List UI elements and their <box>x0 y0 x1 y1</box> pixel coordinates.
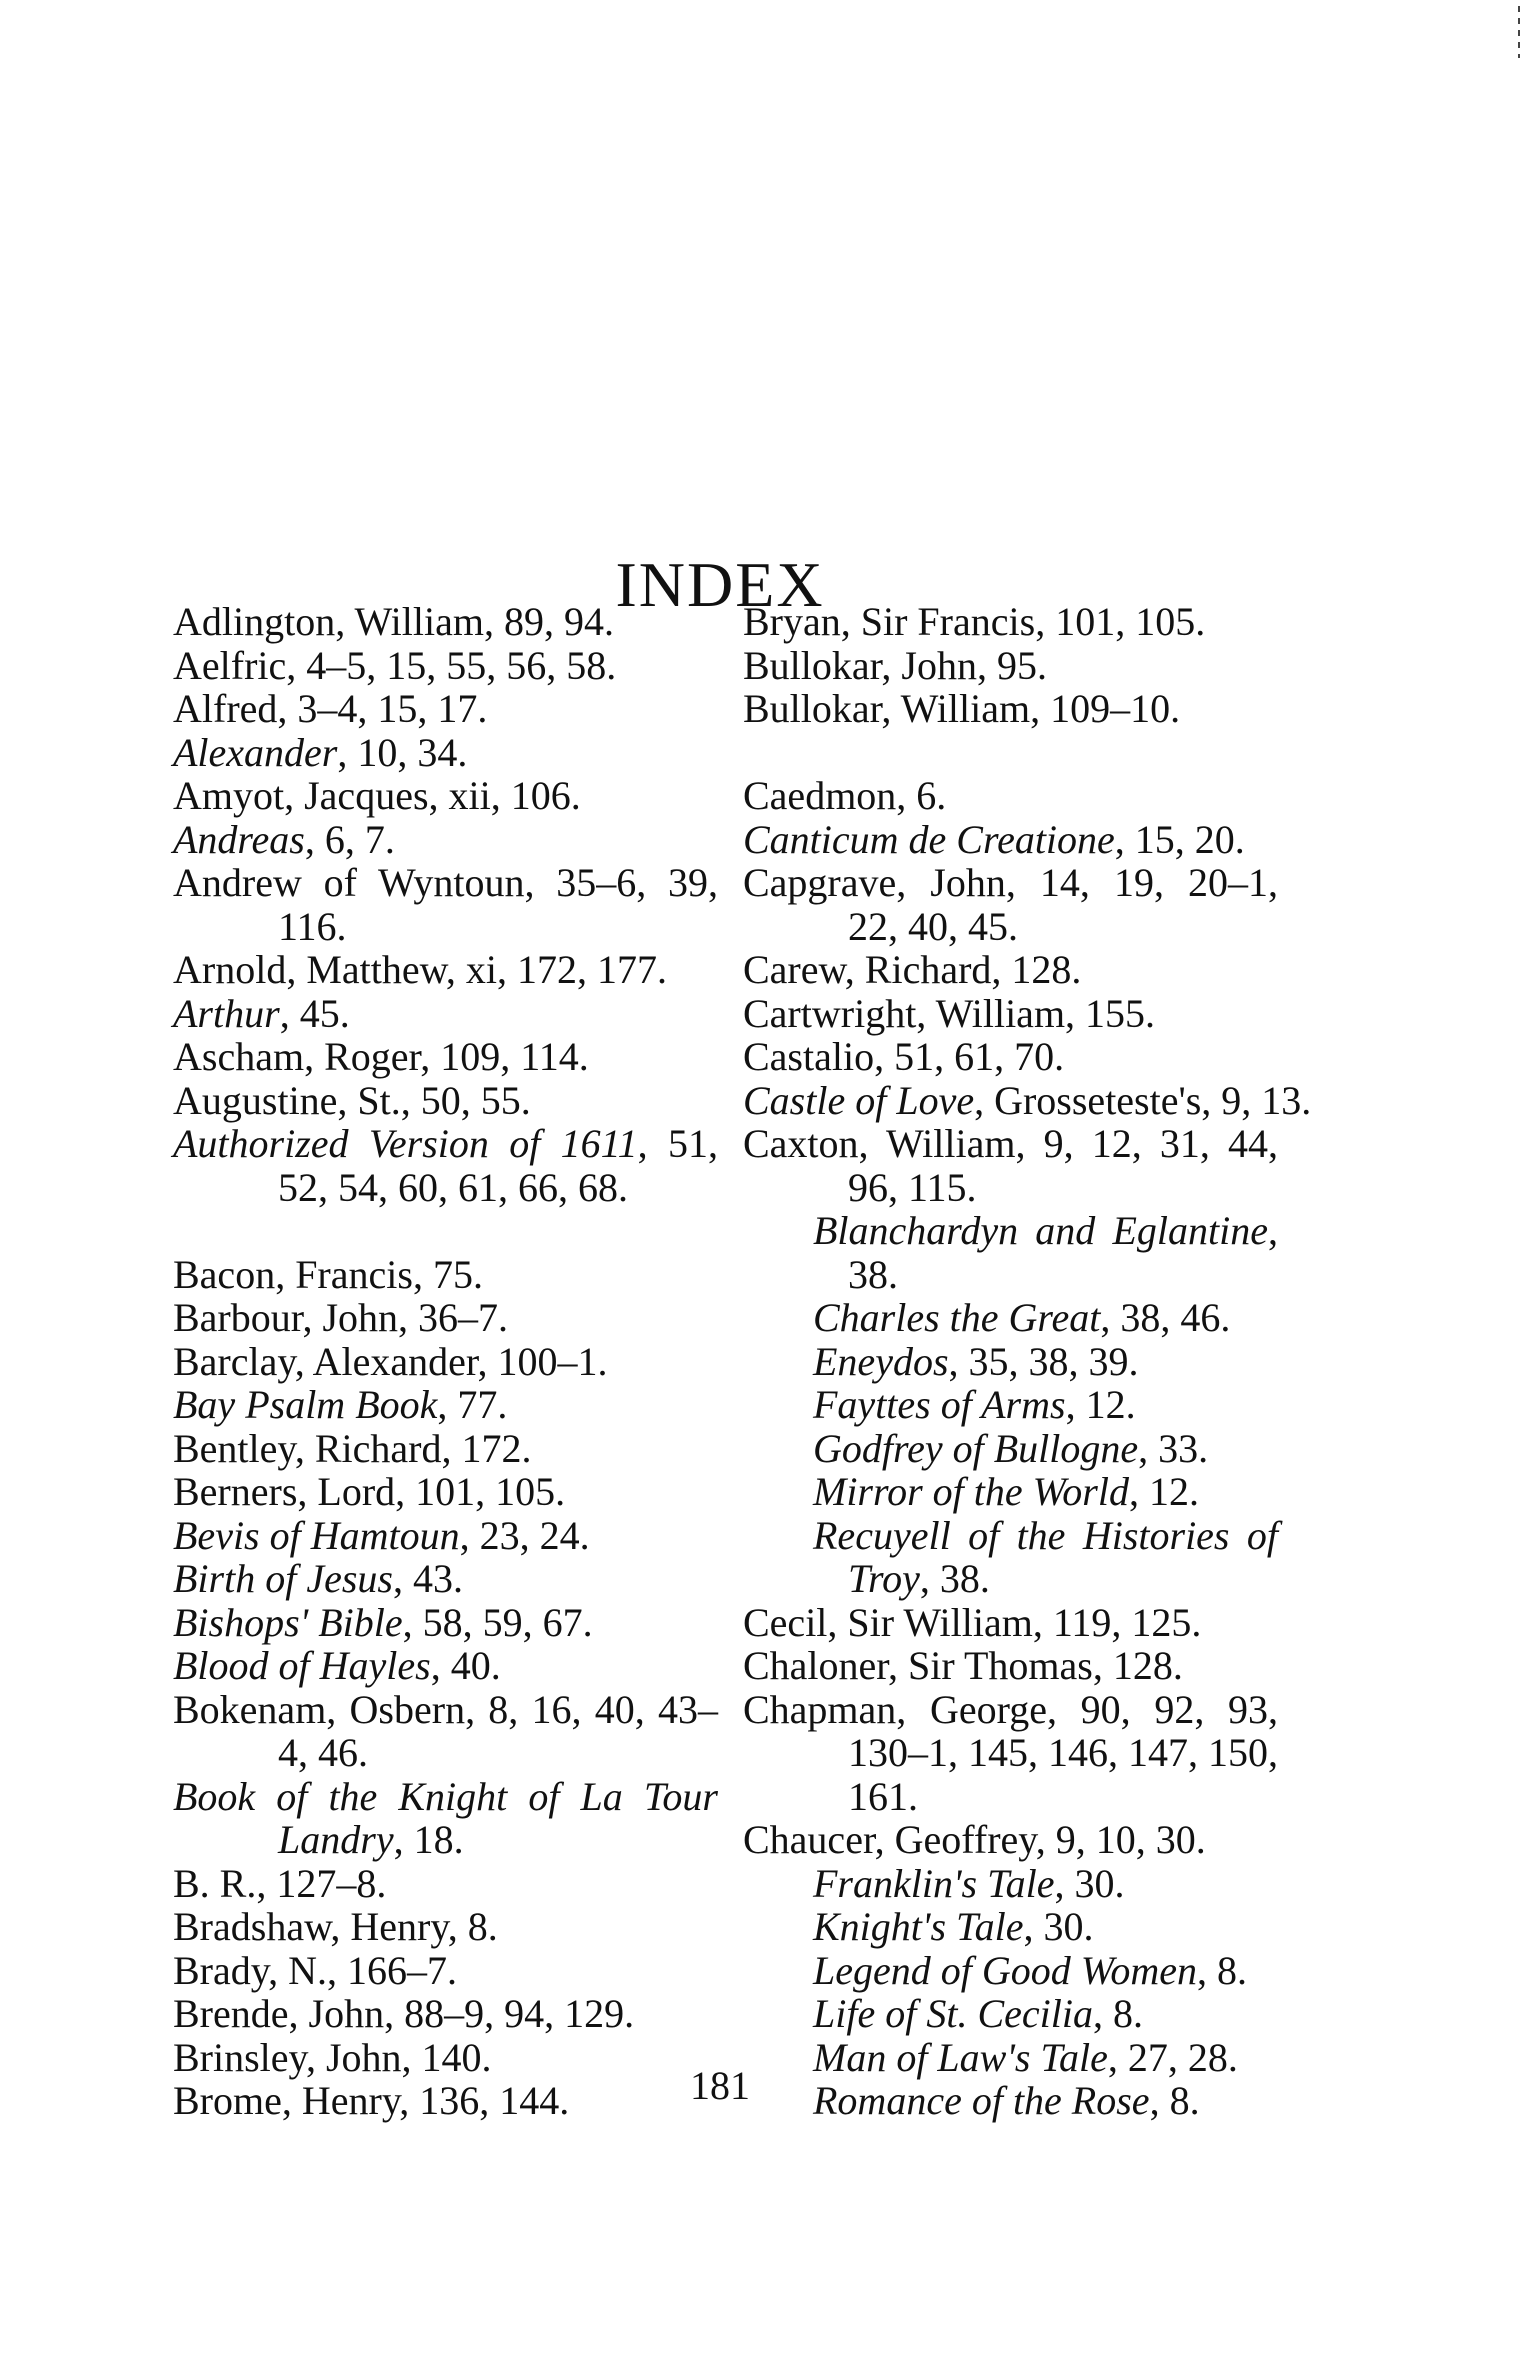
index-subentry: Romance of the Rose, 8. <box>813 2078 1200 2123</box>
index-subentry: Franklin's Tale, 30. <box>813 1860 1125 1906</box>
index-entry: Cecil, Sir William, 119, 125. <box>743 1599 1202 1645</box>
index-entry: Alfred, 3–4, 15, 17. <box>173 686 488 731</box>
index-entry: Authorized Version of 1611, 51, 52, 54, 60, 61, 66, 68. <box>173 1121 718 1210</box>
index-entry: Barclay, Alexander, 100–1. <box>173 1338 608 1384</box>
scan-edge-mark <box>1518 6 1520 58</box>
index-entry: Bay Psalm Book, 77. <box>173 1382 508 1427</box>
index-entry: Bradshaw, Henry, 8. <box>173 1904 498 1949</box>
index-entry: Blood of Hayles, 40. <box>173 1643 501 1688</box>
index-entry: Aelfric, 4–5, 15, 55, 56, 58. <box>173 642 617 688</box>
index-entry: Alexander, 10, 34. <box>173 729 468 775</box>
index-column-left <box>173 600 718 2123</box>
index-entry: Castle of Love, Grosseteste's, 9, 13. <box>743 1077 1312 1123</box>
index-entry: Arthur, 45. <box>173 990 350 1036</box>
index-entry: Bokenam, Osbern, 8, 16, 40, 43–4, 46. <box>173 1686 718 1775</box>
index-entry: Berners, Lord, 101, 105. <box>173 1469 566 1514</box>
index-entry: Canticum de Creatione, 15, 20. <box>743 816 1245 862</box>
index-entry: Birth of Jesus, 43. <box>173 1556 463 1601</box>
index-entry: Brady, N., 166–7. <box>173 1947 458 1993</box>
index-entry: Chaloner, Sir Thomas, 128. <box>743 1643 1183 1688</box>
index-subentry: Godfrey of Bullogne, 33. <box>813 1425 1209 1471</box>
index-entry: Caxton, William, 9, 12, 31, 44, 96, 115. <box>743 1121 1278 1210</box>
index-entry: Augustine, St., 50, 55. <box>173 1077 531 1123</box>
index-entry: Caedmon, 6. <box>743 773 947 818</box>
index-subentry: Knight's Tale, 30. <box>813 1904 1094 1949</box>
index-entry: Amyot, Jacques, xii, 106. <box>173 773 581 818</box>
index-entry: Chapman, George, 90, 92, 93, 130–1, 145, 146, 147, 150, 161. <box>743 1686 1278 1819</box>
index-entry: Carew, Richard, 128. <box>743 947 1082 992</box>
index-entry: Castalio, 51, 61, 70. <box>743 1034 1065 1079</box>
index-entry: Andrew of Wyntoun, 35–6, 39, 116. <box>173 860 718 949</box>
index-entry: Brome, Henry, 136, 144. <box>173 2078 570 2123</box>
index-entry: Bullokar, William, 109–10. <box>743 686 1181 731</box>
index-entry: Bentley, Richard, 172. <box>173 1425 532 1471</box>
index-subentry: Fayttes of Arms, 12. <box>813 1382 1136 1427</box>
page-number: 181 <box>690 2063 750 2108</box>
index-subentry: Charles the Great, 38, 46. <box>813 1295 1231 1340</box>
index-entry: Brende, John, 88–9, 94, 129. <box>173 1991 635 2036</box>
index-entry: Bevis of Hamtoun, 23, 24. <box>173 1512 590 1558</box>
index-entry: Book of the Knight of La Tour Landry, 18. <box>173 1773 718 1862</box>
index-entry: Ascham, Roger, 109, 114. <box>173 1034 589 1079</box>
index-column-right <box>743 599 1312 2123</box>
index-entry: Chaucer, Geoffrey, 9, 10, 30. <box>743 1817 1206 1862</box>
index-entry: Bryan, Sir Francis, 101, 105. <box>743 599 1206 644</box>
index-entry: Andreas, 6, 7. <box>173 816 395 862</box>
index-entry: Cartwright, William, 155. <box>743 990 1156 1036</box>
index-subentry: Eneydos, 35, 38, 39. <box>813 1338 1139 1384</box>
index-subentry: Mirror of the World, 12. <box>813 1469 1199 1514</box>
index-subentry: Life of St. Cecilia, 8. <box>813 1991 1143 2036</box>
index-entry: Brinsley, John, 140. <box>173 2034 492 2080</box>
index-subentry: Legend of Good Women, 8. <box>813 1947 1248 1993</box>
index-entry: Adlington, William, 89, 94. <box>173 599 614 644</box>
index-entry: Capgrave, John, 14, 19, 20–1, 22, 40, 45. <box>743 860 1278 949</box>
index-subentry: Man of Law's Tale, 27, 28. <box>813 2034 1238 2080</box>
index-entry: Bullokar, John, 95. <box>743 642 1047 688</box>
index-entry: Bishops' Bible, 58, 59, 67. <box>173 1599 593 1645</box>
index-entry: B. R., 127–8. <box>173 1860 387 1906</box>
index-entry: Arnold, Matthew, xi, 172, 177. <box>173 947 668 992</box>
index-subentry: Blanchardyn and Eglantine, 38. <box>813 1208 1278 1297</box>
index-entry: Bacon, Francis, 75. <box>173 1251 483 1297</box>
index-entry: Barbour, John, 36–7. <box>173 1295 509 1340</box>
page-title: INDEX <box>615 548 825 620</box>
index-subentry: Recuyell of the Histories of Troy, 38. <box>813 1512 1278 1601</box>
